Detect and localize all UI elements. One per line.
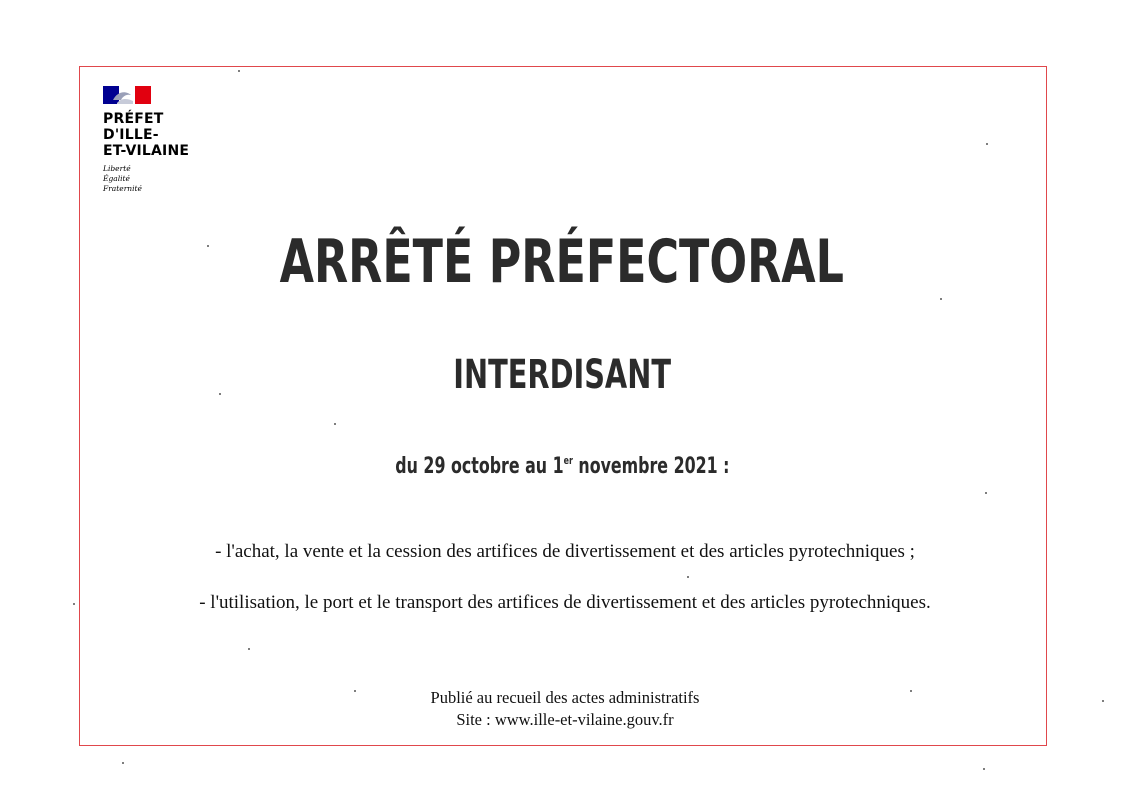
scan-speck: [238, 70, 240, 72]
scan-speck: [910, 690, 912, 692]
scan-speck: [687, 576, 689, 578]
scan-speck: [1102, 700, 1104, 702]
marianne-flag-icon: [103, 86, 151, 104]
scan-speck: [985, 492, 987, 494]
scan-speck: [983, 768, 985, 770]
publication-note-line-1: Publié au recueil des actes administratifs: [430, 688, 700, 707]
republic-motto: [103, 164, 223, 194]
prohibition-period: [158, 452, 966, 482]
period-end: novembre 2021: [572, 454, 718, 479]
scan-speck: [73, 603, 75, 605]
motto-line-1: Liberté: [103, 164, 131, 173]
prefecture-name-line-2: D'ILLE-: [103, 127, 159, 143]
prohibition-item-sale: - l'achat, la vente et la cession des artifices de divertissement et des articles pyrotechniques ;: [215, 541, 915, 562]
prefecture-logo: [103, 86, 223, 194]
publication-note: [0, 687, 1122, 731]
prohibition-item-use: - l'utilisation, le port et le transport des artifices de divertissement et des articles pyrotechniques.: [199, 592, 931, 613]
scan-speck: [248, 648, 250, 650]
scan-speck: [940, 298, 942, 300]
motto-line-2: Égalité: [103, 174, 130, 183]
prefecture-name: [103, 111, 223, 159]
scan-speck: [207, 245, 209, 247]
prefecture-name-line-1: PRÉFET: [103, 111, 164, 127]
scan-speck: [986, 143, 988, 145]
page-border: [79, 66, 1047, 746]
scan-speck: [122, 762, 124, 764]
document-subtitle: INTERDISANT: [453, 352, 671, 398]
scan-speck: [334, 423, 336, 425]
motto-line-3: Fraternité: [103, 184, 142, 193]
period-start: du 29 octobre au 1: [395, 454, 564, 479]
period-superscript: er: [563, 454, 573, 467]
publication-note-line-2: Site : www.ille-et-vilaine.gouv.fr: [456, 710, 674, 729]
document-title: ARRÊTÉ PRÉFECTORAL: [279, 227, 844, 297]
scan-speck: [219, 393, 221, 395]
period-colon: :: [717, 454, 730, 479]
scan-speck: [354, 690, 356, 692]
prefecture-name-line-3: ET-VILAINE: [103, 143, 190, 159]
